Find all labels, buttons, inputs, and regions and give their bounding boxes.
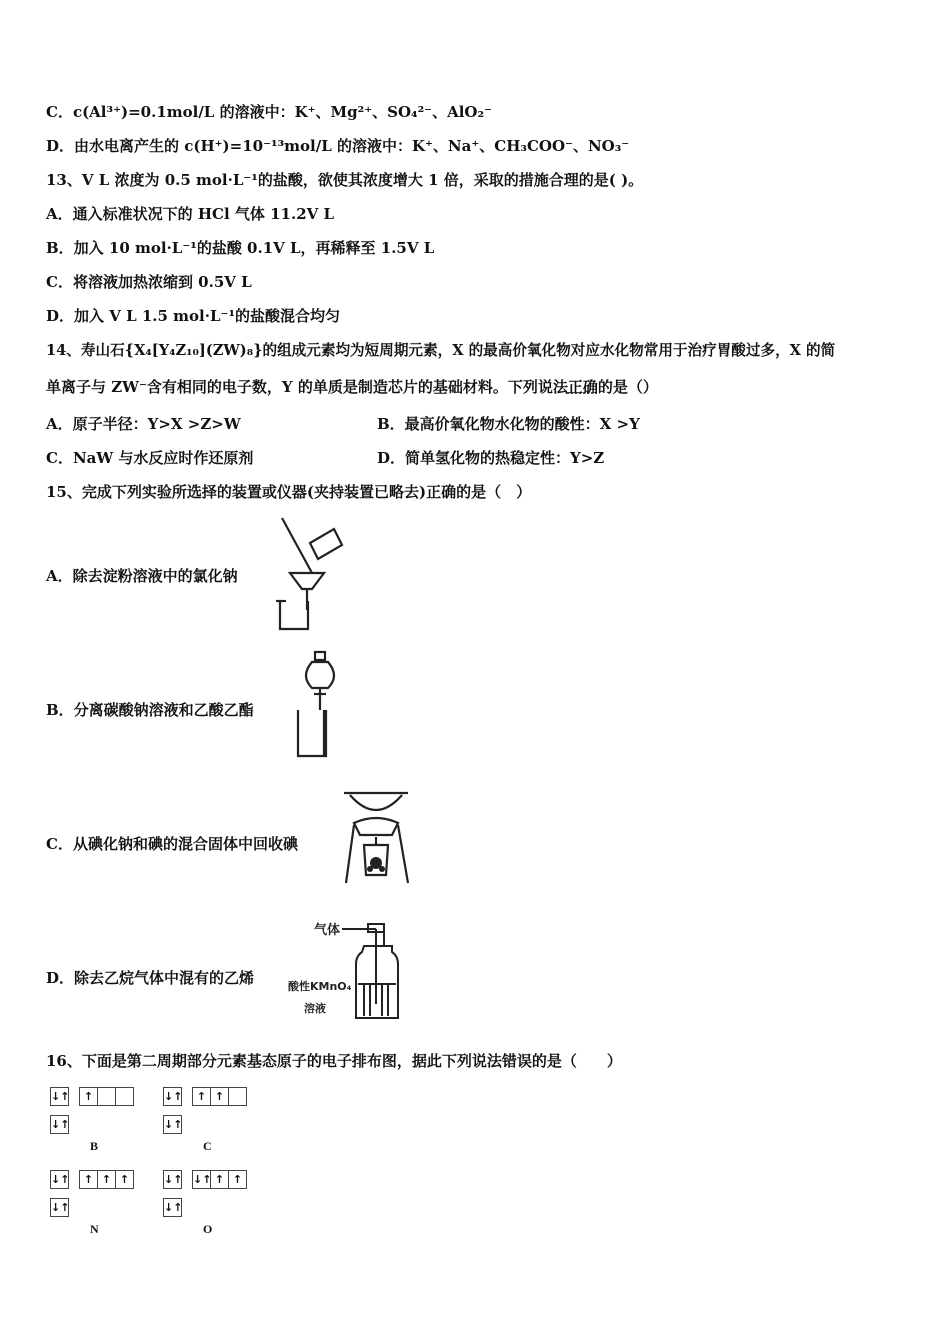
orbital-box-2p: ↑ (210, 1170, 229, 1189)
q13-option-a: A．通入标准状况下的 HCl 气体 11.2V L (46, 205, 335, 223)
orbital-box-1s: ↓↑ (50, 1115, 69, 1134)
orbital-box-1s: ↓↑ (163, 1198, 182, 1217)
orbital-box-2p: ↑ (97, 1170, 116, 1189)
orbital-box-2p: ↑ (79, 1087, 98, 1106)
q13-option-b: B．加入 10 mol·L⁻¹的盐酸 0.1V L，再稀释至 1.5V L (46, 239, 435, 257)
orbital-box-2p: ↑ (228, 1170, 247, 1189)
orbital-box-1s: ↓↑ (163, 1115, 182, 1134)
q14-option-c: C．NaW 与水反应时作还原剂 (46, 449, 254, 467)
element-label: N (90, 1222, 99, 1236)
sublimation-apparatus-figure (340, 785, 416, 889)
orbital-box-2p: ↑ (210, 1087, 229, 1106)
orbital-row-2s2p (163, 1170, 246, 1189)
q12-option-c: C．c(Al³⁺)=0.1mol/L 的溶液中：K⁺、Mg²⁺、SO₄²⁻、AlO₂⁻ (46, 103, 492, 121)
orbital-row-1s (50, 1115, 68, 1134)
orbital-box-2s: ↓↑ (163, 1170, 182, 1189)
element-label: C (203, 1139, 212, 1153)
orbital-box-2p (115, 1087, 134, 1106)
orbital-row-2s2p (50, 1170, 133, 1189)
q13-option-c: C．将溶液加热浓缩到 0.5V L (46, 273, 252, 291)
q15-stem: 15、完成下列实验所选择的装置或仪器(夹持装置已略去)正确的是（ ） (46, 483, 532, 501)
gas-washing-bottle-figure (286, 912, 406, 1028)
element-label: O (203, 1222, 213, 1236)
separatory-funnel-figure (290, 648, 346, 762)
orbital-row-2s2p (163, 1087, 246, 1106)
solution-label-2: 溶液 (304, 1002, 326, 1015)
q14-option-b: B．最高价氧化物水化物的酸性：X >Y (377, 415, 640, 433)
q13-stem: 13、V L 浓度为 0.5 mol·L⁻¹的盐酸，欲使其浓度增大 1 倍，采取的措施合理的是( )。 (46, 171, 644, 189)
orbital-box-1s: ↓↑ (50, 1198, 69, 1217)
q15-option-c: C．从碘化钠和碘的混合固体中回收碘 (46, 835, 298, 853)
orbital-box-2s: ↓↑ (163, 1087, 182, 1106)
q14-option-a: A．原子半径：Y>X >Z>W (46, 415, 241, 433)
orbital-box-2p: ↓↑ (192, 1170, 211, 1189)
orbital-row-1s (163, 1115, 181, 1134)
element-label: B (90, 1139, 99, 1153)
q14-stem-text: 单离子与 ZW⁻含有相同的电子数，Y 的单质是制造芯片的基础材料。下列说法 (46, 378, 568, 396)
orbital-box-2p: ↑ (115, 1170, 134, 1189)
q15-option-b: B．分离碳酸钠溶液和乙酸乙酯 (46, 701, 254, 719)
q14-emphasis: 正确 (567, 378, 598, 396)
orbital-box-2p: ↑ (192, 1087, 211, 1106)
q12-option-d: D．由水电离产生的 c(H⁺)=10⁻¹³mol/L 的溶液中：K⁺、Na⁺、CH₃COO⁻、NO₃⁻ (46, 137, 630, 155)
orbital-box-2p (97, 1087, 116, 1106)
orbital-row-1s (50, 1198, 68, 1217)
orbital-row-1s (163, 1198, 181, 1217)
orbital-box-2s: ↓↑ (50, 1087, 69, 1106)
orbital-row-2s2p (50, 1087, 133, 1106)
q15-option-d: D．除去乙烷气体中混有的乙烯 (46, 969, 255, 987)
q15-option-a: A．除去淀粉溶液中的氯化钠 (46, 567, 238, 585)
q14-stem-line1: 14、寿山石{X₄[Y₄Z₁₀](ZW)₈}的组成元素均为短周期元素，X 的最高价氧化物对应水化物常用于治疗胃酸过多，X 的简 (46, 342, 836, 359)
filtration-apparatus-figure (272, 515, 352, 633)
q14-stem-line2 (46, 377, 658, 397)
q13-option-d: D．加入 V L 1.5 mol·L⁻¹的盐酸混合均匀 (46, 307, 341, 325)
q14-stem-end: 的是（） (597, 378, 658, 396)
q16-stem: 16、下面是第二周期部分元素基态原子的电子排布图，据此下列说法错误的是（ ） (46, 1052, 622, 1070)
solution-label-1: 酸性KMnO₄ (288, 980, 352, 993)
orbital-box-2s: ↓↑ (50, 1170, 69, 1189)
orbital-box-2p (228, 1087, 247, 1106)
gas-label: 气体 (314, 923, 341, 938)
orbital-box-2p: ↑ (79, 1170, 98, 1189)
q14-option-d: D．简单氢化物的热稳定性：Y>Z (377, 449, 605, 467)
